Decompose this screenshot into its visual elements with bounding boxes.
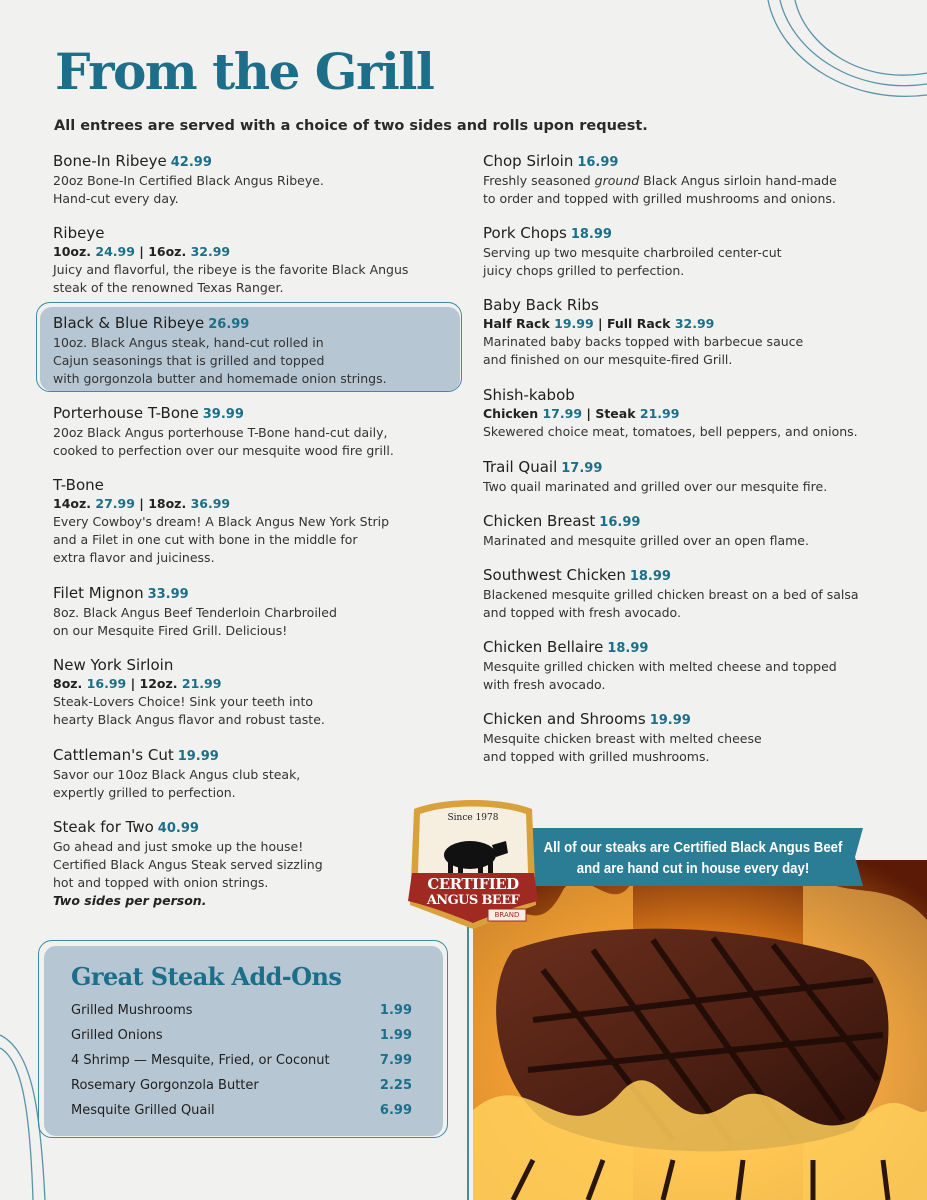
item-description: Mesquite grilled chicken with melted cheese and topped with fresh avocado. — [483, 659, 837, 692]
addon-price: 1.99 — [379, 1028, 412, 1043]
addon-price: 1.99 — [379, 1003, 412, 1018]
item-price: 18.99 — [607, 641, 649, 656]
item-name: Steak for Two — [53, 818, 154, 836]
item-description: Every Cowboy's dream! A Black Angus New York Strip and a Filet in one cut with bone in the middle for extra flavor and juiciness. — [53, 514, 390, 565]
item-description: Freshly seasoned ground Black Angus sirloin hand-made to order and topped with grilled mushrooms and onions. — [483, 173, 837, 206]
item-description: Blackened mesquite grilled chicken breast on a bed of salsa and topped with fresh avocado. — [483, 587, 859, 620]
item-sizes: 14oz. 27.99 | 18oz. 36.99 — [53, 496, 231, 511]
item-name: Trail Quail — [483, 458, 558, 476]
banner-line-2: and are hand cut in house every day! — [576, 860, 810, 877]
addons-panel — [44, 946, 443, 1136]
menu-item-chicken-and-shrooms — [483, 710, 762, 766]
addon-price: 2.25 — [379, 1078, 412, 1093]
menu-item-chop-sirloin — [483, 152, 837, 208]
page-subtitle: All entrees are served with a choice of two sides and rolls upon request. — [54, 118, 648, 134]
addon-price: 7.99 — [379, 1053, 412, 1068]
badge-since: Since 1978 — [447, 813, 499, 823]
menu-item-porterhouse-t-bone — [53, 404, 394, 460]
item-description: Juicy and flavorful, the ribeye is the favorite Black Angus steak of the renowned Texas Ranger. — [53, 262, 409, 295]
item-description: Mesquite chicken breast with melted cheese and topped with grilled mushrooms. — [483, 731, 762, 764]
addon-name: Mesquite Grilled Quail — [71, 1103, 215, 1118]
item-name: Shish-kabob — [483, 386, 575, 404]
menu-item-baby-back-ribs — [483, 296, 803, 369]
menu-item-black-blue-ribeye — [53, 314, 387, 388]
item-price: 39.99 — [202, 407, 244, 422]
item-description: Go ahead and just smoke up the house! Certified Black Angus Steak served sizzling hot and topped with onion strings. — [53, 839, 323, 890]
swirl-top-right — [740, 0, 927, 110]
addon-row — [71, 1103, 412, 1123]
item-price: 40.99 — [157, 821, 199, 836]
banner-line-1: All of our steaks are Certified Black Angus Beef — [543, 839, 843, 856]
addon-row — [71, 1053, 412, 1073]
addons-title: Great Steak Add-Ons — [71, 962, 342, 991]
item-description: 20oz Black Angus porterhouse T-Bone hand-cut daily, cooked to perfection over our mesquite wood fire grill. — [53, 425, 394, 458]
menu-item-chicken-breast — [483, 512, 809, 550]
item-description: Savor our 10oz Black Angus club steak, expertly grilled to perfection. — [53, 767, 301, 800]
menu-item-t-bone — [53, 476, 389, 567]
item-name: Black & Blue Ribeye — [53, 314, 205, 332]
menu-item-filet-mignon — [53, 584, 337, 640]
item-sizes: 10oz. 24.99 | 16oz. 32.99 — [53, 244, 231, 259]
badge-brand: BRAND — [494, 911, 520, 919]
menu-item-cattlemans-cut — [53, 746, 300, 802]
item-price: 19.99 — [177, 749, 219, 764]
menu-item-chicken-bellaire — [483, 638, 837, 694]
item-name: Chicken and Shrooms — [483, 710, 646, 728]
menu-item-shish-kabob — [483, 386, 858, 441]
badge-line-2: ANGUS BEEF — [426, 893, 520, 908]
item-price: 16.99 — [599, 515, 641, 530]
menu-item-trail-quail — [483, 458, 827, 496]
item-description: 20oz Bone-In Certified Black Angus Ribeye. Hand-cut every day. — [53, 173, 324, 206]
item-description: 8oz. Black Angus Beef Tenderloin Charbroiled on our Mesquite Fired Grill. Delicious! — [53, 605, 337, 638]
item-name: T-Bone — [53, 476, 104, 494]
item-description: Two quail marinated and grilled over our mesquite fire. — [483, 479, 828, 494]
item-name: Baby Back Ribs — [483, 296, 599, 314]
item-sizes: 8oz. 16.99 | 12oz. 21.99 — [53, 676, 222, 691]
item-price: 18.99 — [629, 569, 671, 584]
item-price: 18.99 — [570, 227, 612, 242]
addon-name: Rosemary Gorgonzola Butter — [71, 1078, 259, 1093]
menu-item-new-york-sirloin — [53, 656, 325, 729]
addon-name: 4 Shrimp — Mesquite, Fried, or Coconut — [71, 1053, 330, 1068]
item-price: 42.99 — [170, 155, 212, 170]
menu-item-pork-chops — [483, 224, 782, 280]
addon-price: 6.99 — [379, 1103, 412, 1118]
item-price: 17.99 — [561, 461, 603, 476]
item-price: 19.99 — [649, 713, 691, 728]
menu-item-bone-in-ribeye — [53, 152, 324, 208]
item-name: Chop Sirloin — [483, 152, 574, 170]
item-description: 10oz. Black Angus steak, hand-cut rolled in Cajun seasonings that is grilled and topped with gorgonzola butter and homemade onion strings. — [53, 335, 387, 386]
item-description: Skewered choice meat, tomatoes, bell peppers, and onions. — [483, 424, 858, 439]
item-note: Two sides per person. — [53, 893, 207, 908]
item-name: New York Sirloin — [53, 656, 174, 674]
item-price: 33.99 — [147, 587, 189, 602]
item-description: Steak-Lovers Choice! Sink your teeth into hearty Black Angus flavor and robust taste. — [53, 694, 325, 727]
certified-angus-beef-logo — [404, 795, 542, 937]
item-name: Pork Chops — [483, 224, 567, 242]
item-name: Porterhouse T-Bone — [53, 404, 199, 422]
menu-item-ribeye — [53, 224, 408, 297]
item-description: Marinated baby backs topped with barbecue sauce and finished on our mesquite-fired Grill. — [483, 334, 804, 367]
badge-line-1: CERTIFIED — [427, 875, 519, 893]
item-name: Chicken Bellaire — [483, 638, 604, 656]
item-price: 16.99 — [577, 155, 619, 170]
addon-name: Grilled Onions — [71, 1028, 163, 1043]
item-description: Serving up two mesquite charbroiled center-cut juicy chops grilled to perfection. — [483, 245, 782, 278]
item-sizes: Half Rack 19.99 | Full Rack 32.99 — [483, 316, 715, 331]
addon-row — [71, 1078, 412, 1098]
item-sizes: Chicken 17.99 | Steak 21.99 — [483, 406, 680, 421]
item-name: Chicken Breast — [483, 512, 596, 530]
item-name: Bone-In Ribeye — [53, 152, 167, 170]
item-name: Ribeye — [53, 224, 105, 242]
item-name: Filet Mignon — [53, 584, 144, 602]
addon-row — [71, 1028, 412, 1048]
item-price: 26.99 — [208, 317, 250, 332]
item-name: Cattleman's Cut — [53, 746, 174, 764]
addon-name: Grilled Mushrooms — [71, 1003, 193, 1018]
item-name: Southwest Chicken — [483, 566, 626, 584]
menu-item-southwest-chicken — [483, 566, 859, 622]
menu-item-steak-for-two — [53, 818, 323, 910]
angus-banner — [523, 828, 863, 886]
item-description: Marinated and mesquite grilled over an open flame. — [483, 533, 809, 548]
addon-row — [71, 1003, 412, 1023]
page-title: From the Grill — [55, 42, 434, 101]
